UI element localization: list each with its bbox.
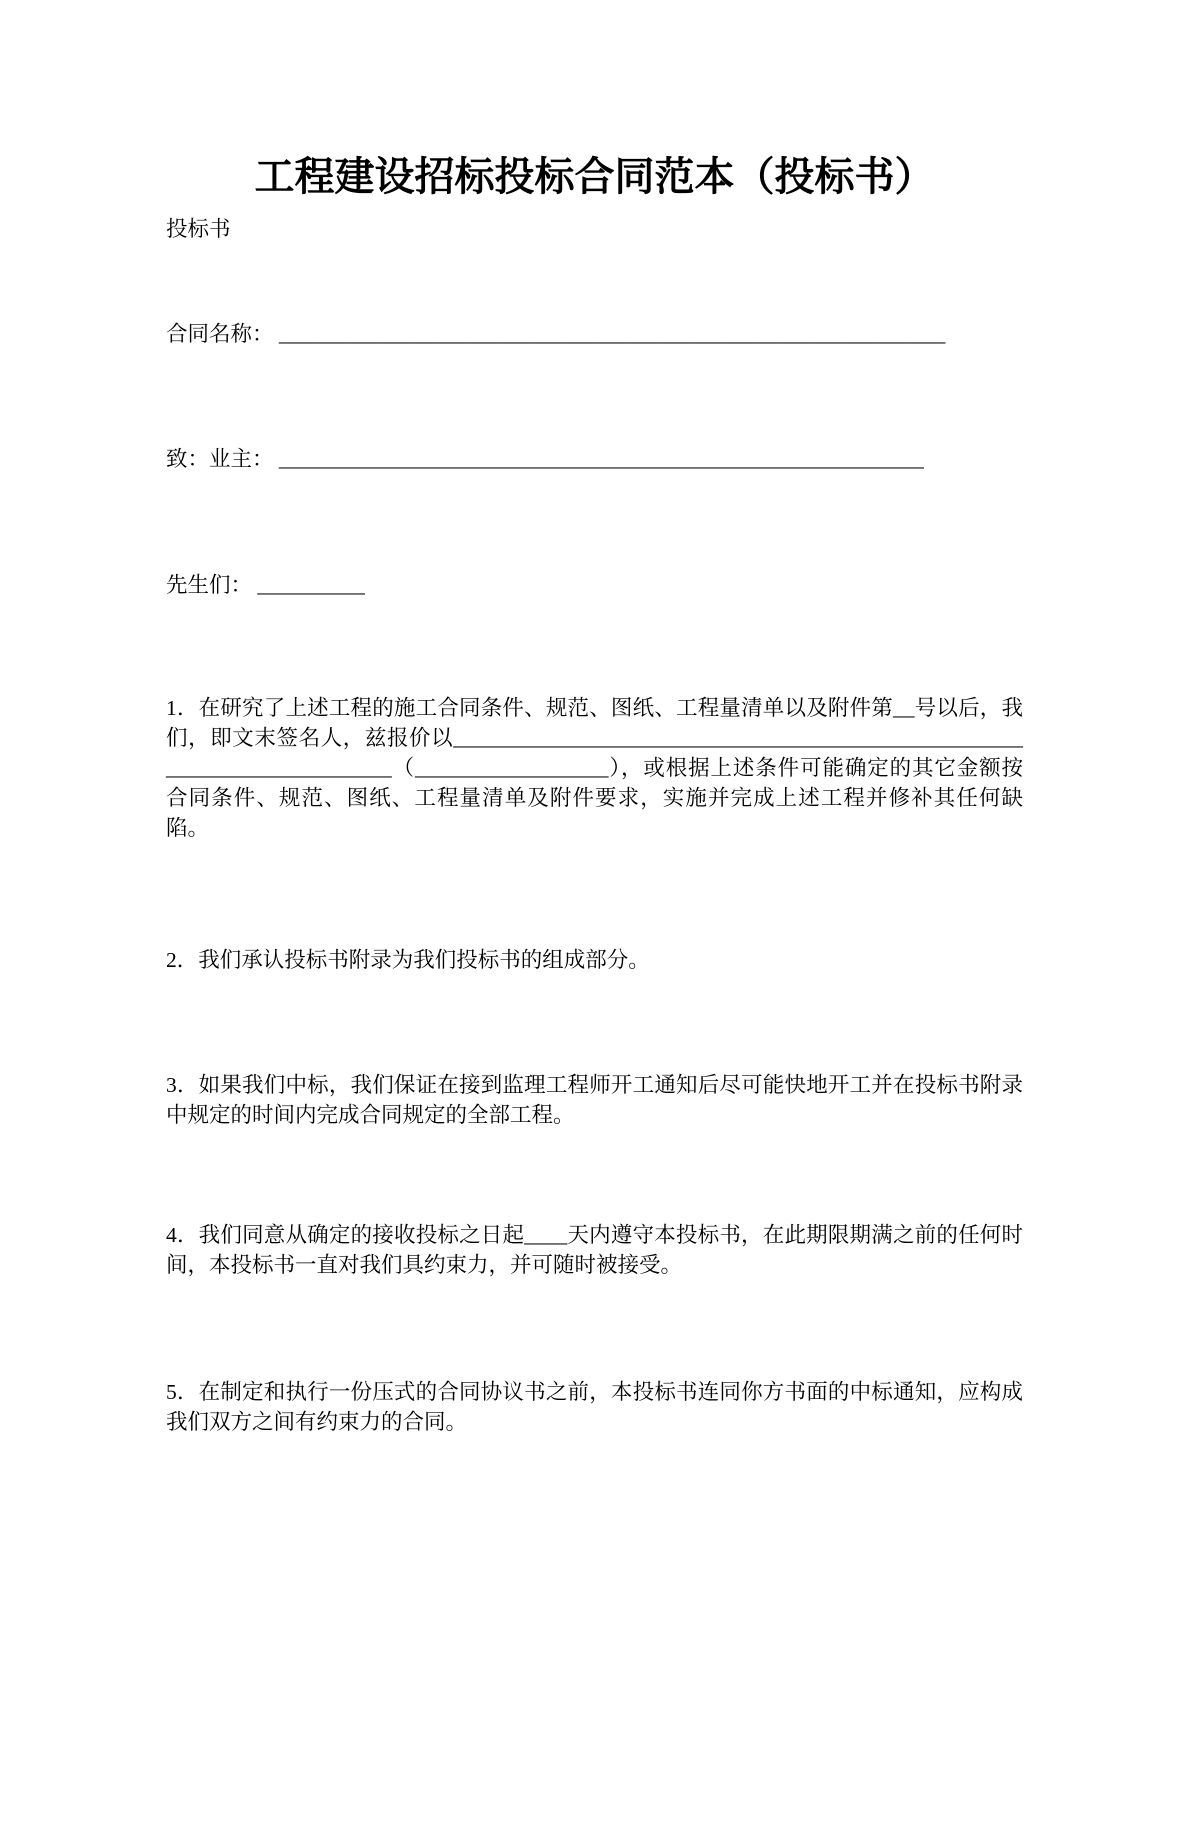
paragraph-3: 3．如果我们中标，我们保证在接到监理工程师开工通知后尽可能快地开工并在投标书附录中规定的时间内完成合同规定的全部工程。	[166, 1073, 1023, 1127]
to-owner-blank-line: ____________________________________________________________	[273, 447, 924, 471]
gentlemen-label: 先生们：	[166, 573, 253, 597]
field-contract-name	[166, 319, 1023, 349]
document-title: 工程建设招标投标合同范本（投标书）	[254, 154, 935, 199]
contract-name-label: 合同名称：	[166, 322, 274, 346]
doc-type-label: 投标书	[166, 217, 231, 241]
paragraph-2: 2．我们承认投标书附录为我们投标书的组成部分。	[166, 948, 650, 972]
gentlemen-blank-line: __________	[252, 573, 365, 597]
to-owner-label: 致：业主：	[166, 447, 274, 471]
paragraph-1: 1．在研究了上述工程的施工合同条件、规范、图纸、工程量清单以及附件第__号以后，我们，即文末签名人，兹报价以__________________________________________________________________________（__________________），或根据上述条件可能确定的其它金额按合同条件、规范、图纸、工程量清单及附件要求，实施并完成上述工程并修补其任何缺陷。	[166, 696, 1023, 840]
paragraph-4: 4．我们同意从确定的接收投标之日起____天内遵守本投标书，在此期限期满之前的任何时间，本投标书一直对我们具约束力，并可随时被接受。	[166, 1223, 1023, 1277]
field-to-owner	[166, 444, 1023, 474]
field-gentlemen	[166, 570, 1023, 600]
document-page	[0, 150, 1190, 1437]
contract-name-blank-line: ______________________________________________________________	[273, 322, 946, 346]
paragraph-5: 5．在制定和执行一份压式的合同协议书之前，本投标书连同你方书面的中标通知，应构成我们双方之间有约束力的合同。	[166, 1380, 1023, 1434]
